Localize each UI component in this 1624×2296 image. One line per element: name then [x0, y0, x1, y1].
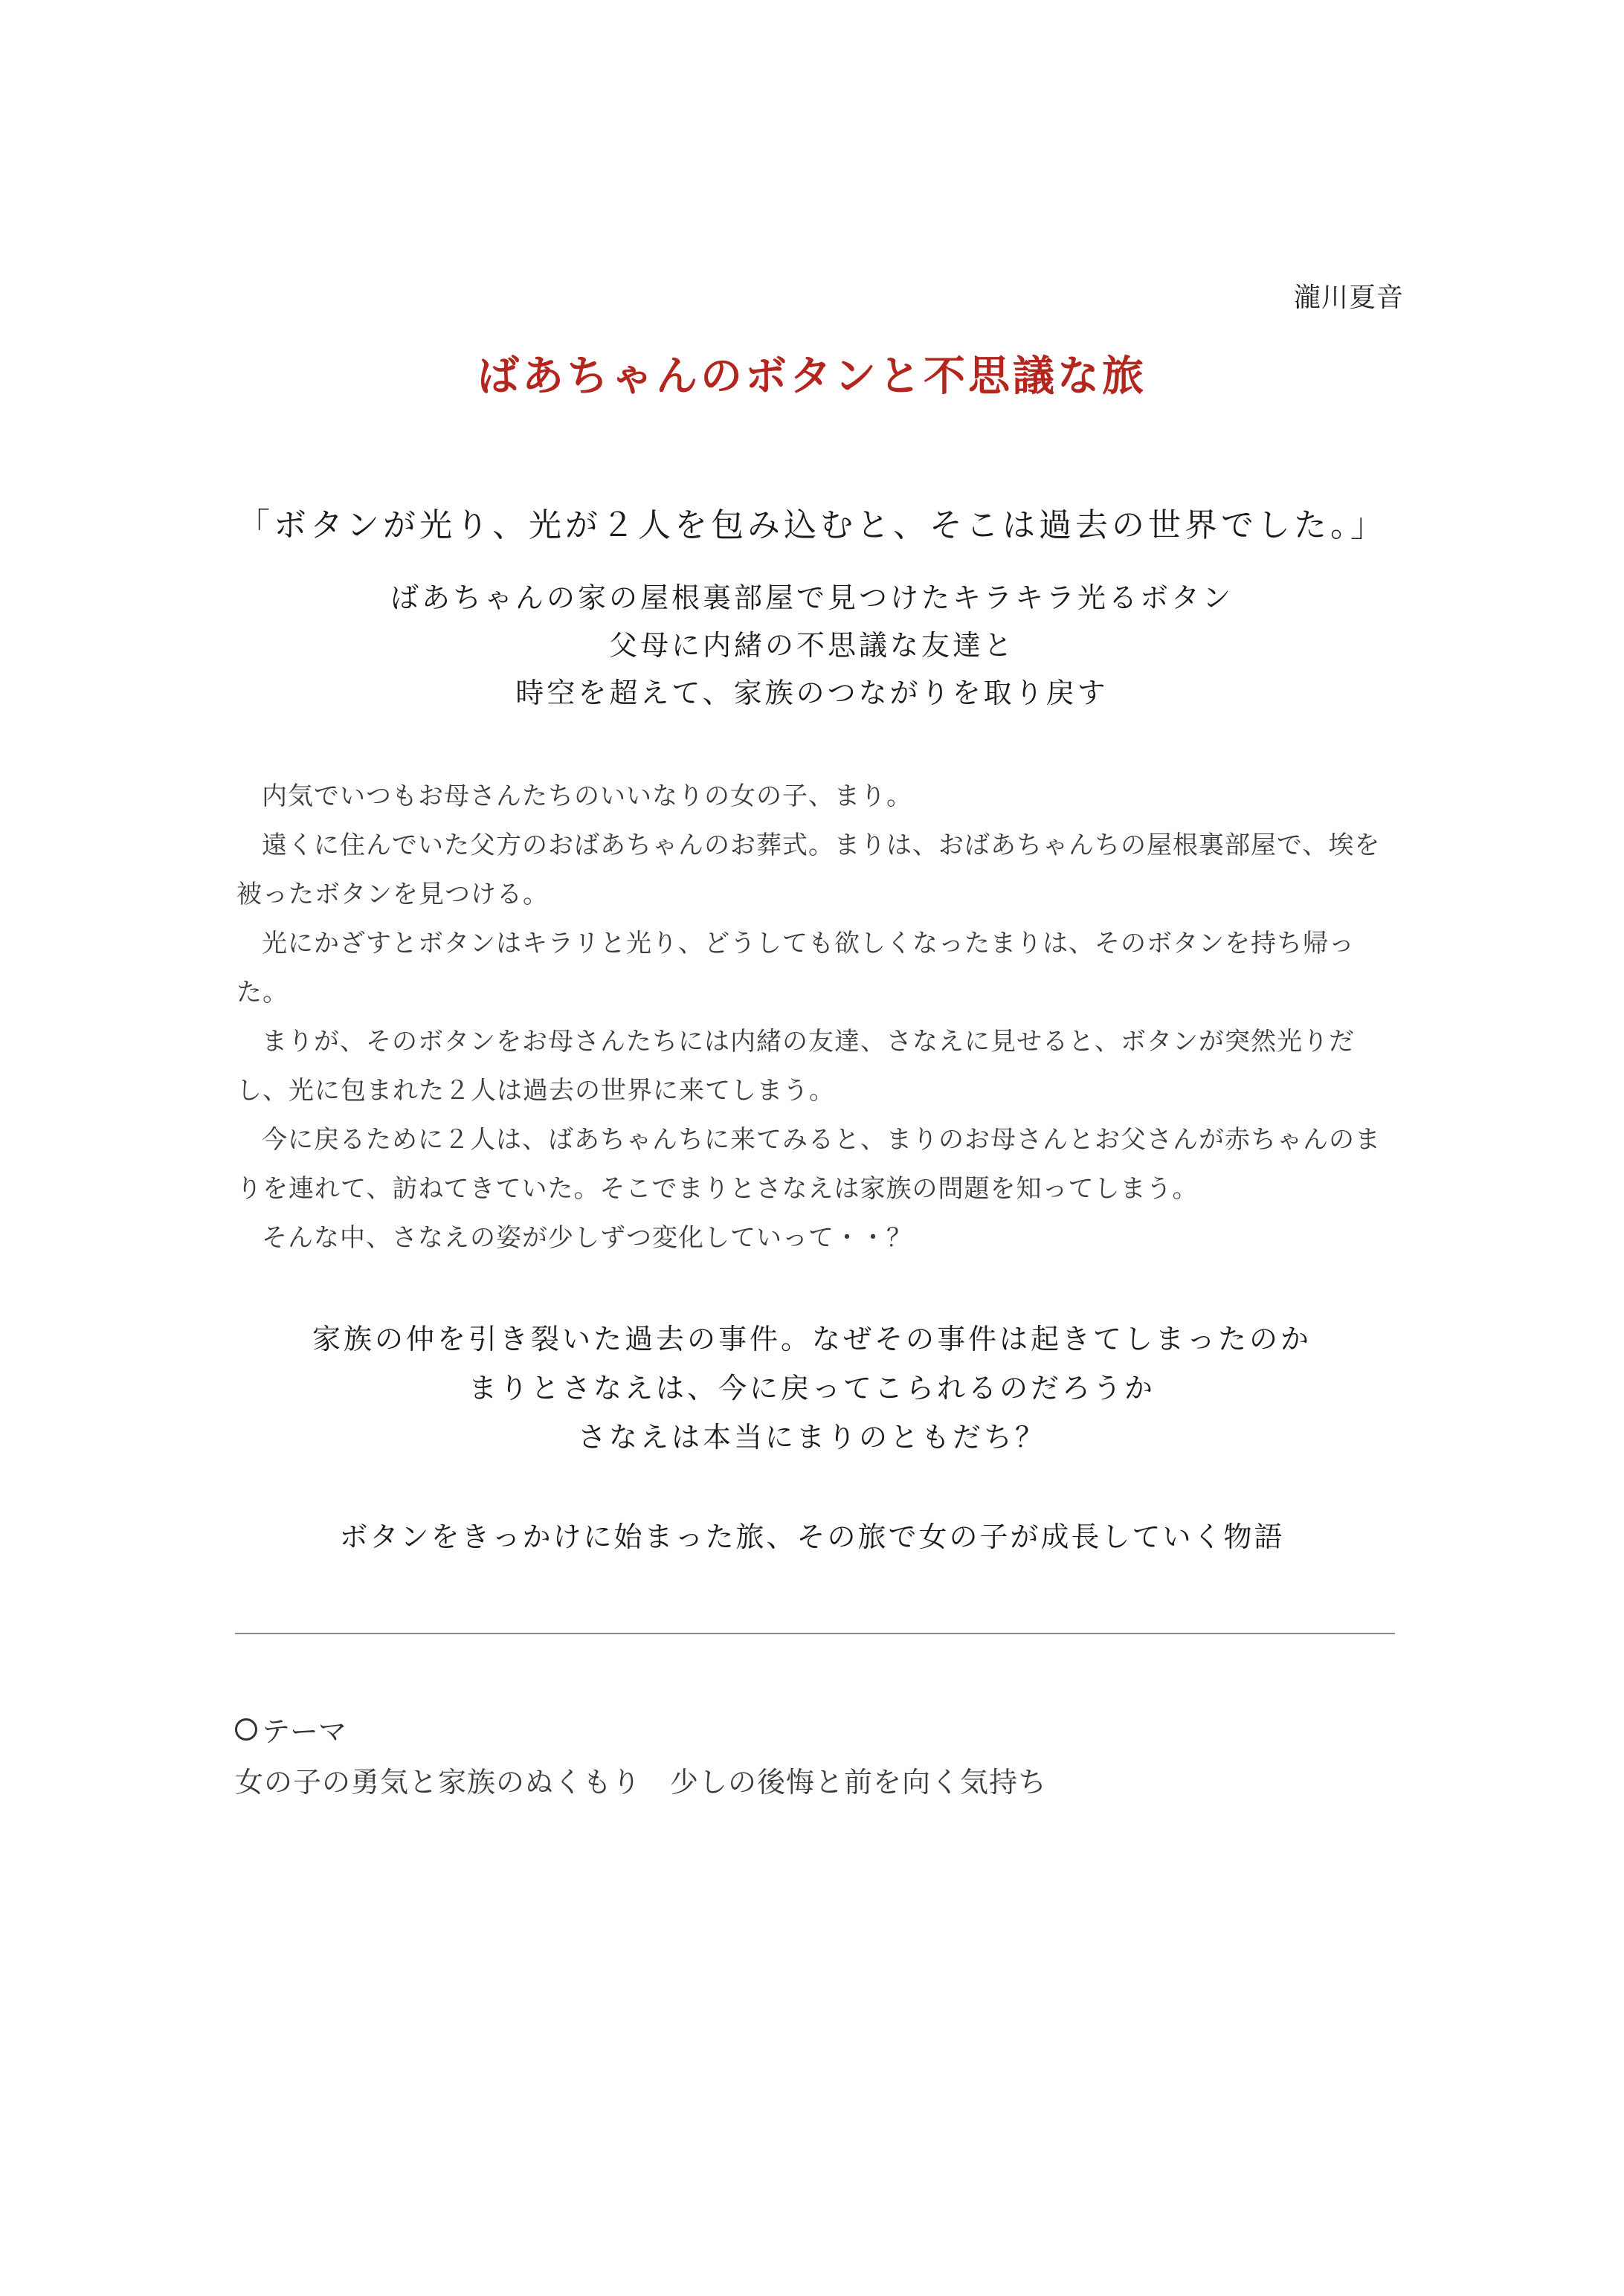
theme-heading — [235, 1709, 347, 1750]
synopsis-paragraph: 遠くに住んでいた父方のおばあちゃんのお葬式。まりは、おばあちゃんちの屋根裏部屋で、埃を被ったボタンを見つける。 — [236, 831, 1381, 909]
tagline-line: 時空を超えて、家族のつながりを取り戻す — [515, 677, 1109, 709]
synopsis-paragraph: 今に戻るために２人は、ばあちゃんちに来てみると、まりのお母さんとお父さんが赤ちゃんのまりを連れて、訪ねてきていた。そこでまりとさなえは家族の問題を知ってしまう。 — [236, 1125, 1381, 1204]
synopsis-paragraph: 光にかざすとボタンはキラリと光り、どうしても欲しくなったまりは、そのボタンを持ち帰った。 — [236, 929, 1355, 1007]
question-line: さなえは本当にまりのともだち？ — [577, 1421, 1046, 1454]
theme-text: 女の子の勇気と家族のぬくもり 少しの後悔と前を向く気持ち — [235, 1766, 1048, 1799]
tagline-block — [0, 574, 1624, 717]
circle-icon — [235, 1718, 257, 1741]
theme-heading-label: テーマ — [262, 1715, 347, 1748]
catchphrase: 「ボタンが光り、光が２人を包み込むと、そこは過去の世界でした。」 — [237, 506, 1387, 544]
synopsis-paragraph: まりが、そのボタンをお母さんたちには内緒の友達、さなえに見せると、ボタンが突然光りだし、光に包まれた２人は過去の世界に来てしまう。 — [236, 1027, 1355, 1106]
tagline-line: ばあちゃんの家の屋根裏部屋で見つけたキラキラ光るボタン — [390, 581, 1234, 614]
document-title: ばあちゃんのボタンと不思議な旅 — [477, 352, 1147, 401]
questions-block — [0, 1315, 1624, 1462]
question-line: 家族の仲を引き裂いた過去の事件。なぜその事件は起きてしまったのか — [312, 1323, 1312, 1355]
author-name: 瀧川夏音 — [1293, 283, 1404, 313]
section-divider — [235, 1633, 1395, 1634]
synopsis-paragraph: そんな中、さなえの姿が少しずつ変化していって・・？ — [262, 1223, 912, 1253]
synopsis-paragraph: 内気でいつもお母さんたちのいいなりの女の子、まり。 — [262, 781, 912, 811]
question-line: まりとさなえは、今に戻ってこられるのだろうか — [468, 1372, 1156, 1405]
synopsis-block — [236, 772, 1396, 1263]
closing-line: ボタンをきっかけに始まった旅、その旅で女の子が成長していく物語 — [339, 1521, 1285, 1553]
tagline-line: 父母に内緒の不思議な友達と — [608, 629, 1015, 662]
